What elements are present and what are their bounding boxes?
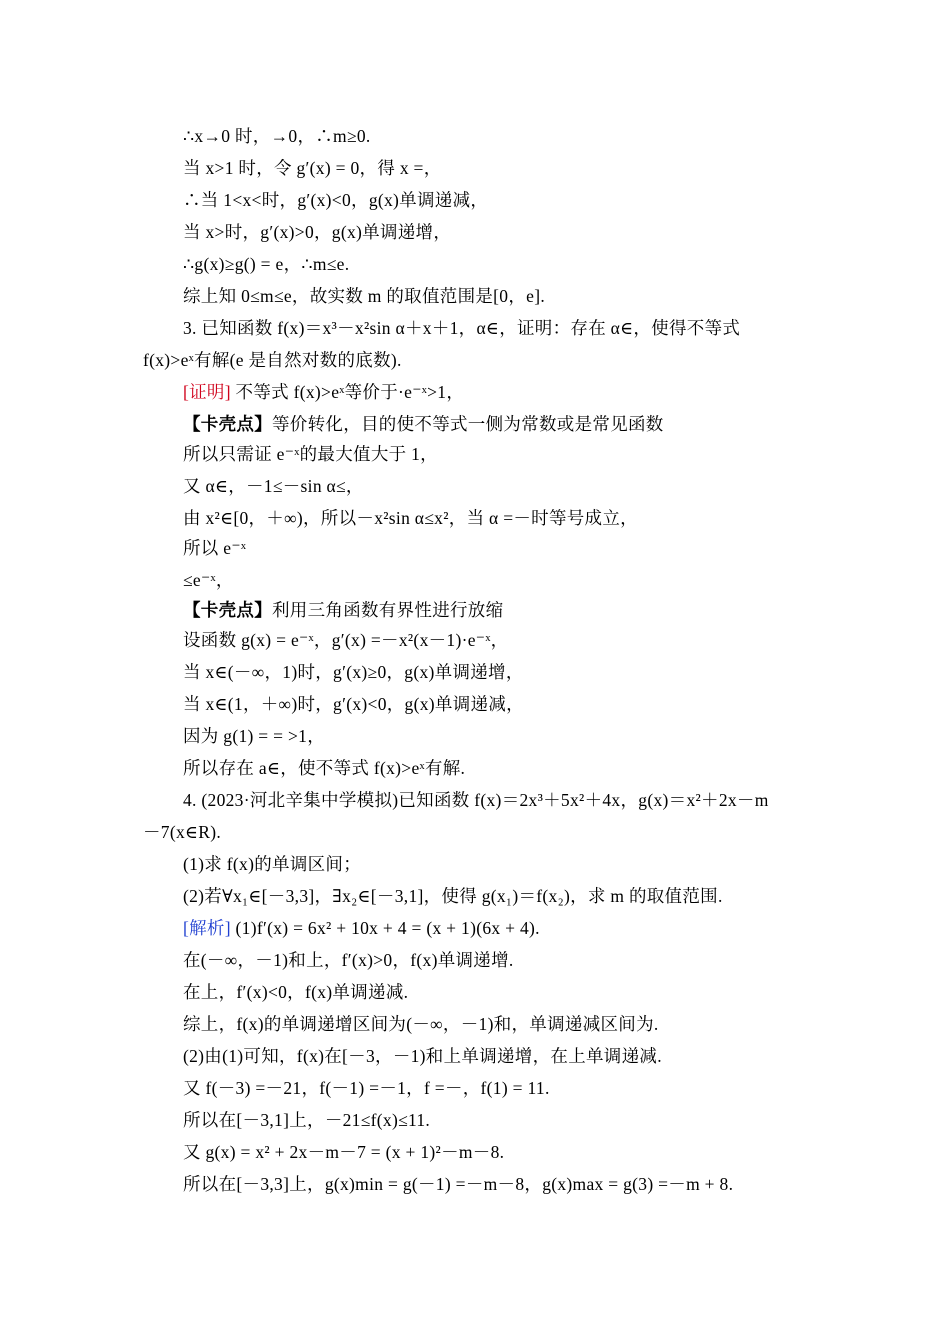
problem-3-statement: 3. 已知函数 f(x)＝x³－x²sin α＋x＋1，α∈，证明：存在 α∈，使得不等式 [183, 318, 741, 338]
text-line: ∴当 1<x<时，g′(x)<0，g(x)单调递减， [183, 190, 489, 210]
text-line: 又 g(x) = x² + 2x－m－7 = (x + 1)²－m－8. [183, 1142, 505, 1162]
text-line: 当 x∈(1，＋∞)时，g′(x)<0，g(x)单调递减， [183, 694, 524, 714]
text-line: 设函数 g(x) = e⁻ˣ，g′(x) =－x²(x－1)·e⁻ˣ， [183, 630, 509, 650]
problem-3-statement-cont: f(x)>eˣ有解(e 是自然对数的底数). [143, 350, 402, 370]
text-line: 所以存在 a∈，使不等式 f(x)>eˣ有解. [183, 758, 466, 778]
text-line: 综上，f(x)的单调递增区间为(－∞，－1)和，单调递减区间为. [183, 1014, 659, 1034]
text-line: 在上，f′(x)<0，f(x)单调递减. [183, 982, 409, 1002]
problem-4-statement: 4. (2023·河北辛集中学模拟)已知函数 f(x)＝2x³＋5x²＋4x，g(x)＝x²＋2x－m [183, 790, 769, 810]
text-line: 综上知 0≤m≤e，故实数 m 的取值范围是[0，e]. [183, 286, 546, 306]
text-line: 当 x>时，g′(x)>0，g(x)单调递增， [183, 222, 452, 242]
text-line: 所以在[－3,1]上，－21≤f(x)≤11. [183, 1110, 431, 1130]
stuck-point-line: 【卡壳点】利用三角函数有界性进行放缩 [183, 600, 504, 620]
proof-line: [证明] 不等式 f(x)>eˣ等价于·e⁻ˣ>1， [183, 382, 465, 402]
stuck-point-line: 【卡壳点】等价转化，目的使不等式一侧为常数或是常见函数 [183, 414, 664, 434]
text-line: 又 f(－3) =－21，f(－1) =－1，f =－，f(1) = 11. [183, 1078, 550, 1098]
problem-4-part-1: (1)求 f(x)的单调区间； [183, 854, 362, 874]
proof-tag: [证明] [183, 382, 231, 402]
text-line: 所以在[－3,3]上，g(x)min = g(－1) =－m－8，g(x)max = g(3) =－m + 8. [183, 1174, 734, 1194]
stuck-point-tag: 【卡壳点】 [183, 414, 272, 434]
text-line: (2)由(1)可知，f(x)在[－3，－1)和上单调递增，在上单调递减. [183, 1046, 662, 1066]
text-line: ≤e⁻ˣ， [183, 570, 234, 590]
text-line: 因为 g(1) = = >1， [183, 726, 326, 746]
text-line: ∴x→0 时，→0，∴m≥0. [183, 126, 371, 146]
text-line: ∴g(x)≥g() = e，∴m≤e. [183, 254, 350, 274]
problem-4-part-2: (2)若∀x₁∈[－3,3]，∃x₂∈[－3,1]，使得 g(x₁)＝f(x₂)，求 m 的取值范围. [183, 886, 723, 906]
solution-line: [解析] (1)f′(x) = 6x² + 10x + 4 = (x + 1)(6x + 4). [183, 918, 540, 938]
text-line: 当 x>1 时，令 g′(x) = 0，得 x =， [183, 158, 442, 178]
text-line: 由 x²∈[0，＋∞)，所以－x²sin α≤x²，当 α =－时等号成立， [183, 508, 638, 528]
text-line: 当 x∈(－∞，1)时，g′(x)≥0，g(x)单调递增， [183, 662, 524, 682]
stuck-point-tag: 【卡壳点】 [183, 600, 272, 620]
text-line: 所以 e⁻ˣ [183, 538, 247, 558]
solution-tag: [解析] [183, 918, 231, 938]
text-line: 所以只需证 e⁻ˣ的最大值大于 1， [183, 444, 438, 464]
text-line: 又 α∈，－1≤－sin α≤， [183, 476, 364, 496]
text-line: 在(－∞，－1)和上，f′(x)>0，f(x)单调递增. [183, 950, 514, 970]
problem-4-statement-cont: －7(x∈R). [143, 822, 222, 842]
